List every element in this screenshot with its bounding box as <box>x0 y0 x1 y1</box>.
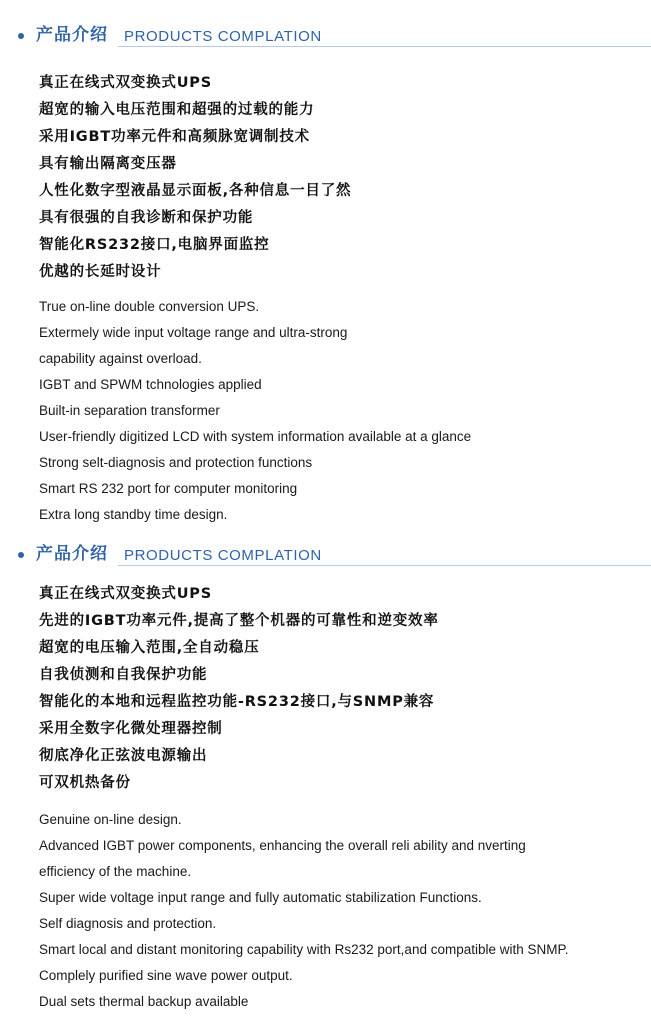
section-title-en: PRODUCTS COMPLATION <box>124 28 322 45</box>
feature-item-cn: 智能化的本地和远程监控功能-RS232接口,与SNMP兼容 <box>39 694 435 710</box>
feature-item-cn: 真正在线式双变换式UPS <box>39 586 212 602</box>
feature-item-cn: 自我侦测和自我保护功能 <box>39 667 208 683</box>
feature-item-en: Smart RS 232 port for computer monitoring <box>39 481 298 496</box>
section-1-feature-list-cn <box>39 70 351 286</box>
section-title-cn: 产品介绍 <box>36 544 108 564</box>
feature-item-en: Built-in separation transformer <box>39 403 220 418</box>
feature-item-en: Self diagnosis and protection. <box>39 916 217 931</box>
feature-item-cn: 人性化数字型液晶显示面板,各种信息一目了然 <box>39 183 352 199</box>
feature-item-cn: 采用IGBT功率元件和高频脉宽调制技术 <box>39 129 310 145</box>
feature-item-en: efficiency of the machine. <box>39 864 192 879</box>
header-divider <box>118 46 651 47</box>
feature-item-cn: 采用全数字化微处理器控制 <box>39 721 223 737</box>
feature-item-en: Advanced IGBT power components, enhancing the overall reli ability and nverting <box>39 838 526 853</box>
feature-item-cn: 优越的长延时设计 <box>39 264 162 280</box>
feature-item-en: True on-line double conversion UPS. <box>39 299 260 314</box>
feature-item-en: capability against overload. <box>39 351 202 366</box>
bullet-dot-icon <box>18 33 24 39</box>
feature-item-en: Dual sets thermal backup available <box>39 994 249 1009</box>
feature-item-en: Strong selt-diagnosis and protection functions <box>39 455 313 470</box>
feature-item-en: Extra long standby time design. <box>39 507 228 522</box>
section-2-feature-list-cn <box>39 581 439 797</box>
header-divider <box>118 565 651 566</box>
feature-item-en: User-friendly digitized LCD with system information available at a glance <box>39 429 472 444</box>
feature-item-en: Complely purified sine wave power output. <box>39 968 293 983</box>
feature-item-en: Smart local and distant monitoring capability with Rs232 port,and compatible with SNMP. <box>39 942 569 957</box>
feature-item-cn: 超宽的输入电压范围和超强的过载的能力 <box>39 102 315 118</box>
feature-item-cn: 具有输出隔离变压器 <box>39 156 177 172</box>
feature-item-cn: 彻底净化正弦波电源输出 <box>39 748 208 764</box>
feature-item-cn: 先进的IGBT功率元件,提高了整个机器的可靠性和逆变效率 <box>39 613 439 629</box>
feature-item-en: Extermely wide input voltage range and ultra-strong <box>39 325 348 340</box>
feature-item-cn: 真正在线式双变换式UPS <box>39 75 212 91</box>
section-2-feature-list-en <box>39 807 569 1015</box>
section-2-header <box>0 541 651 571</box>
feature-item-en: Genuine on-line design. <box>39 812 182 827</box>
feature-item-cn: 具有很强的自我诊断和保护功能 <box>39 210 254 226</box>
feature-item-en: Super wide voltage input range and fully automatic stabilization Functions. <box>39 890 482 905</box>
feature-item-en: IGBT and SPWM tchnologies applied <box>39 377 262 392</box>
section-1-header <box>0 22 651 52</box>
feature-item-cn: 超宽的电压输入范围,全自动稳压 <box>39 640 260 656</box>
section-1-feature-list-en <box>39 294 471 528</box>
feature-item-cn: 智能化RS232接口,电脑界面监控 <box>39 237 270 253</box>
bullet-dot-icon <box>18 552 24 558</box>
section-title-en: PRODUCTS COMPLATION <box>124 547 322 564</box>
section-title-cn: 产品介绍 <box>36 25 108 45</box>
feature-item-cn: 可双机热备份 <box>39 775 131 791</box>
